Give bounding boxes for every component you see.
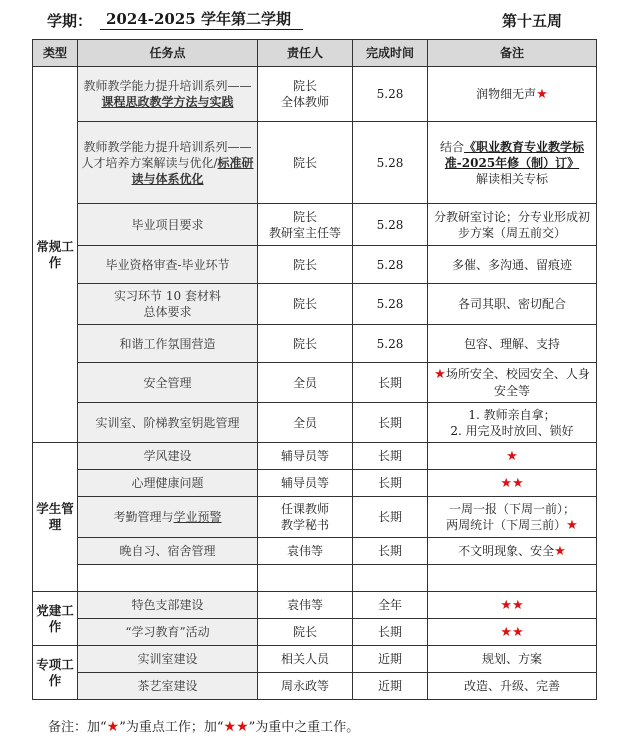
time-cell: 5.28 <box>353 325 428 363</box>
table-header-row <box>33 40 597 67</box>
owner-cell <box>258 67 353 122</box>
table-row <box>33 246 597 284</box>
note-text: 结合 <box>439 139 464 154</box>
time-cell: 长期 <box>353 619 428 646</box>
table-row <box>33 122 597 204</box>
owner-cell: 辅导员等 <box>258 443 353 470</box>
owner-cell: 院长 <box>258 122 353 204</box>
task-cell: 心理健康问题 <box>78 470 258 497</box>
task-emphasis: 学业预警 <box>173 510 222 524</box>
owner-cell: 袁伟等 <box>258 538 353 565</box>
note-cell <box>428 592 597 619</box>
time-cell: 5.28 <box>353 246 428 284</box>
task-cell <box>78 497 258 538</box>
note-cell <box>428 497 597 538</box>
task-cell: 和谐工作氛围营造 <box>78 325 258 363</box>
task-cell: 茶艺室建设 <box>78 673 258 700</box>
task-cell <box>78 67 258 122</box>
table-row <box>33 673 597 700</box>
task-cell <box>78 284 258 325</box>
semester-value: 2024-2025 学年第二学期 <box>100 10 303 30</box>
column-header-owner: 责任人 <box>258 40 353 67</box>
double-star-icon: ★★ <box>500 624 524 640</box>
task-text: 教师教学能力提升培训系列—— <box>83 79 252 93</box>
star-icon: ★ <box>536 86 548 102</box>
table-row <box>33 538 597 565</box>
time-cell: 长期 <box>353 470 428 497</box>
task-text: 考勤管理与 <box>113 510 174 524</box>
note-text: 解读相关专标 <box>475 171 548 186</box>
table-row <box>33 67 597 122</box>
table-row <box>33 592 597 619</box>
time-cell: 全年 <box>353 592 428 619</box>
note-text: 1. 教师亲自拿； <box>468 407 556 422</box>
star-icon: ★ <box>506 448 518 464</box>
owner-cell: 院长 <box>258 325 353 363</box>
task-cell: 安全管理 <box>78 363 258 403</box>
note-cell <box>428 538 597 565</box>
task-cell: 特色支部建设 <box>78 592 258 619</box>
note-cell <box>428 470 597 497</box>
note-cell: 规划、方案 <box>428 646 597 673</box>
owner-cell: 院长 <box>258 284 353 325</box>
task-emphasis: 标准研读与体系优化 <box>131 155 254 186</box>
task-text: 实习环节 10 套材料 <box>114 289 221 303</box>
task-table <box>32 39 597 700</box>
task-cell: 毕业项目要求 <box>78 204 258 246</box>
note-cell: 多催、多沟通、留痕迹 <box>428 246 597 284</box>
owner-cell: 辅导员等 <box>258 470 353 497</box>
star-icon: ★ <box>554 543 566 559</box>
owner-text: 教研室主任等 <box>268 225 341 240</box>
time-cell: 5.28 <box>353 204 428 246</box>
owner-text: 教学秘书 <box>280 518 329 532</box>
empty-cell <box>353 565 428 592</box>
note-cell <box>428 122 597 204</box>
owner-cell: 全员 <box>258 363 353 403</box>
owner-text: 任课教师 <box>280 502 329 516</box>
footnote-text: ”为重中之重工作。 <box>248 720 360 735</box>
note-text: 2. 用完及时放回、锁好 <box>450 423 574 438</box>
task-cell: 实训室、阶梯教室钥匙管理 <box>78 403 258 443</box>
owner-text: 院长 <box>292 79 317 93</box>
note-text: 润物细无声 <box>476 86 537 101</box>
owner-text: 院长 <box>292 209 317 224</box>
table-row <box>33 619 597 646</box>
table-row <box>33 363 597 403</box>
footnote <box>48 716 359 735</box>
table-row <box>33 470 597 497</box>
table-row <box>33 403 597 443</box>
semester-label: 学期： <box>47 12 93 30</box>
task-cell: 毕业资格审查-毕业环节 <box>78 246 258 284</box>
note-cell: 分教研室讨论；分专业形成初步方案（周五前交） <box>428 204 597 246</box>
note-cell <box>428 363 597 403</box>
column-header-time: 完成时间 <box>353 40 428 67</box>
double-star-icon: ★★ <box>223 719 249 735</box>
week-label: 第十五周 <box>502 12 563 30</box>
note-cell <box>428 443 597 470</box>
time-cell: 5.28 <box>353 67 428 122</box>
time-cell: 长期 <box>353 363 428 403</box>
table-row-empty <box>33 565 597 592</box>
time-cell: 5.28 <box>353 284 428 325</box>
column-header-note: 备注 <box>428 40 597 67</box>
task-cell <box>78 122 258 204</box>
table-row <box>33 284 597 325</box>
note-cell <box>428 403 597 443</box>
time-cell: 长期 <box>353 538 428 565</box>
time-cell: 5.28 <box>353 122 428 204</box>
table-row <box>33 646 597 673</box>
category-routine: 常规工作 <box>33 67 78 443</box>
time-cell: 长期 <box>353 403 428 443</box>
task-cell: 学风建设 <box>78 443 258 470</box>
owner-cell: 袁伟等 <box>258 592 353 619</box>
note-text: 两周统计（下周三前） <box>446 517 567 532</box>
task-cell: 晚自习、宿舍管理 <box>78 538 258 565</box>
empty-cell <box>78 565 258 592</box>
note-cell: 改造、升级、完善 <box>428 673 597 700</box>
note-cell: 包容、理解、支持 <box>428 325 597 363</box>
star-icon: ★ <box>566 517 578 533</box>
task-text: 教师教学能力提升培训系列——人才培养方案解读与优化/ <box>81 139 252 170</box>
owner-cell: 周永政等 <box>258 673 353 700</box>
note-text: 场所安全、校园安全、人身安全等 <box>445 367 590 398</box>
star-icon: ★ <box>434 367 446 382</box>
owner-cell: 院长 <box>258 619 353 646</box>
page-header <box>0 8 630 34</box>
table-row <box>33 497 597 538</box>
empty-cell <box>428 565 597 592</box>
time-cell: 长期 <box>353 443 428 470</box>
empty-cell <box>258 565 353 592</box>
time-cell: 近期 <box>353 646 428 673</box>
table-row <box>33 204 597 246</box>
column-header-task: 任务点 <box>78 40 258 67</box>
double-star-icon: ★★ <box>500 597 524 613</box>
task-emphasis: 课程思政教学方法与实践 <box>101 95 234 109</box>
category-special: 专项工作 <box>33 646 78 700</box>
time-cell: 近期 <box>353 673 428 700</box>
task-cell: “学习教育”活动 <box>78 619 258 646</box>
owner-text: 全体教师 <box>280 95 329 109</box>
owner-cell <box>258 204 353 246</box>
note-text: 不文明现象、安全 <box>458 543 555 558</box>
task-text: 总体要求 <box>143 305 192 319</box>
task-cell: 实训室建设 <box>78 646 258 673</box>
note-emphasis: 《职业教育专业教学标准-2025年修（制）订》 <box>444 139 585 170</box>
column-header-type: 类型 <box>33 40 78 67</box>
owner-cell <box>258 497 353 538</box>
star-icon: ★ <box>106 719 120 735</box>
owner-cell: 相关人员 <box>258 646 353 673</box>
owner-cell: 院长 <box>258 246 353 284</box>
table-row <box>33 443 597 470</box>
owner-cell: 全员 <box>258 403 353 443</box>
time-cell: 长期 <box>353 497 428 538</box>
note-text: 一周一报（下周一前）； <box>448 501 575 516</box>
table-row <box>33 325 597 363</box>
category-student: 学生管理 <box>33 443 78 592</box>
note-cell <box>428 619 597 646</box>
note-cell: 各司其职、密切配合 <box>428 284 597 325</box>
category-party: 党建工作 <box>33 592 78 646</box>
footnote-text: ”为重点工作；加“ <box>119 720 224 735</box>
footnote-text: 备注：加“ <box>48 720 107 735</box>
double-star-icon: ★★ <box>500 475 524 491</box>
note-cell <box>428 67 597 122</box>
